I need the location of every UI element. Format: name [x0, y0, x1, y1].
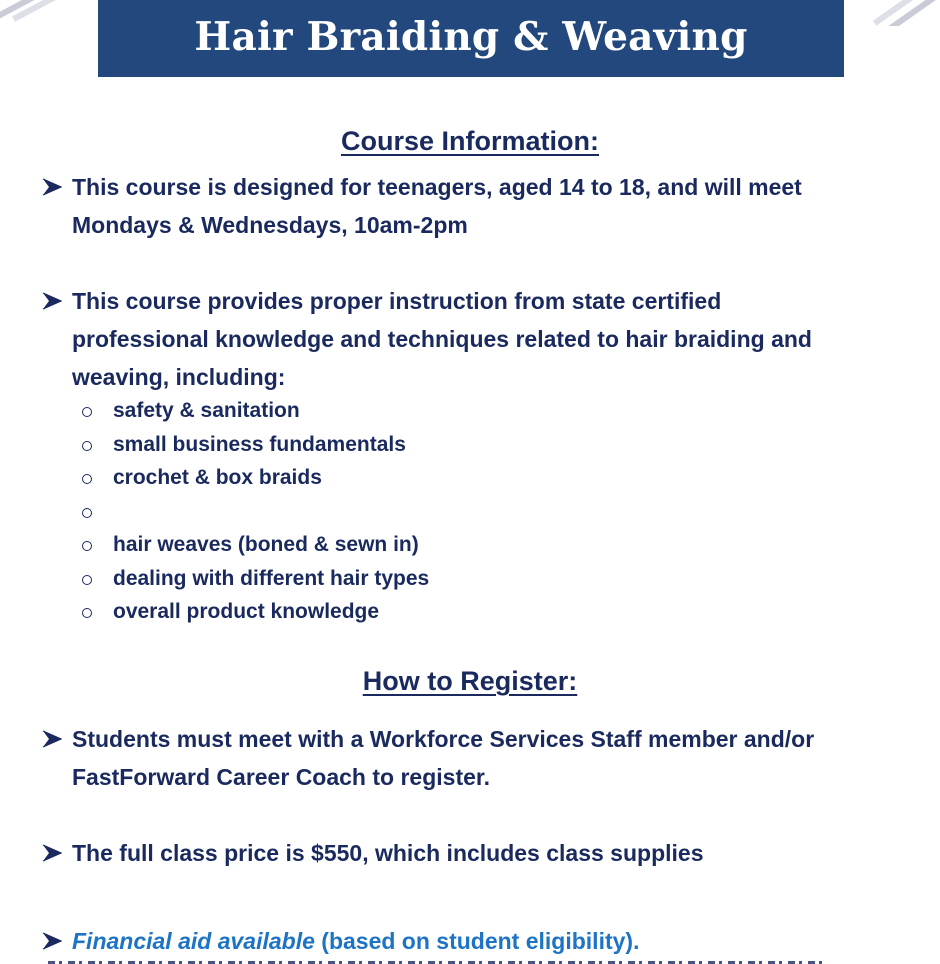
- hollow-circle-icon: [82, 608, 92, 618]
- list-item: small business fundamentals: [80, 429, 680, 463]
- list-item: safety & sanitation: [80, 395, 680, 429]
- hollow-circle-icon: [82, 508, 92, 518]
- list-item: hair weaves (boned & sewn in): [80, 529, 680, 563]
- page-title: Hair Braiding & Weaving: [194, 13, 748, 60]
- registration-requirement-bullet: [40, 720, 920, 796]
- arrowhead-bullet-icon: [40, 282, 66, 320]
- hollow-circle-icon: [82, 407, 92, 417]
- bullet-line: FastForward Career Coach to register.: [72, 764, 490, 790]
- bullet-line: professional knowledge and techniques related to hair braiding and: [72, 326, 812, 352]
- course-information-heading: Course Information:: [340, 126, 599, 156]
- bullet-line: Students must meet with a Workforce Services Staff member and/or: [72, 726, 815, 752]
- hollow-circle-icon: [82, 541, 92, 551]
- topics-list: [80, 395, 680, 630]
- hollow-circle-icon: [82, 474, 92, 484]
- bullet-line: weaving, including:: [72, 364, 286, 390]
- title-banner: [98, 0, 844, 77]
- list-item: dealing with different hair types: [80, 563, 680, 597]
- list-item: [80, 496, 680, 530]
- bullet-line: This course is designed for teenagers, aged 14 to 18, and will meet: [72, 174, 802, 200]
- class-price-bullet: [40, 834, 920, 872]
- course-instruction-bullet: [40, 282, 920, 396]
- arrowhead-bullet-icon: [40, 720, 66, 758]
- list-item: crochet & box braids: [80, 462, 680, 496]
- course-schedule-bullet: [40, 168, 920, 244]
- arrowhead-bullet-icon: [40, 834, 66, 872]
- financial-aid-bullet: [40, 922, 920, 960]
- hollow-circle-icon: [82, 575, 92, 585]
- hollow-circle-icon: [82, 441, 92, 451]
- bullet-line: The full class price is $550, which includes class supplies: [72, 840, 704, 866]
- bullet-line: Mondays & Wednesdays, 10am-2pm: [72, 212, 468, 238]
- arrowhead-bullet-icon: [40, 168, 66, 206]
- cropped-footer-text: [48, 956, 828, 964]
- financial-aid-emphasis: Financial aid available: [72, 928, 315, 954]
- arrowhead-bullet-icon: [40, 922, 66, 960]
- how-to-register-heading: How to Register:: [362, 666, 578, 696]
- list-item: overall product knowledge: [80, 596, 680, 630]
- financial-aid-text: [72, 922, 920, 960]
- financial-aid-note: (based on student eligibility).: [314, 928, 640, 954]
- bullet-line: This course provides proper instruction from state certified: [72, 288, 722, 314]
